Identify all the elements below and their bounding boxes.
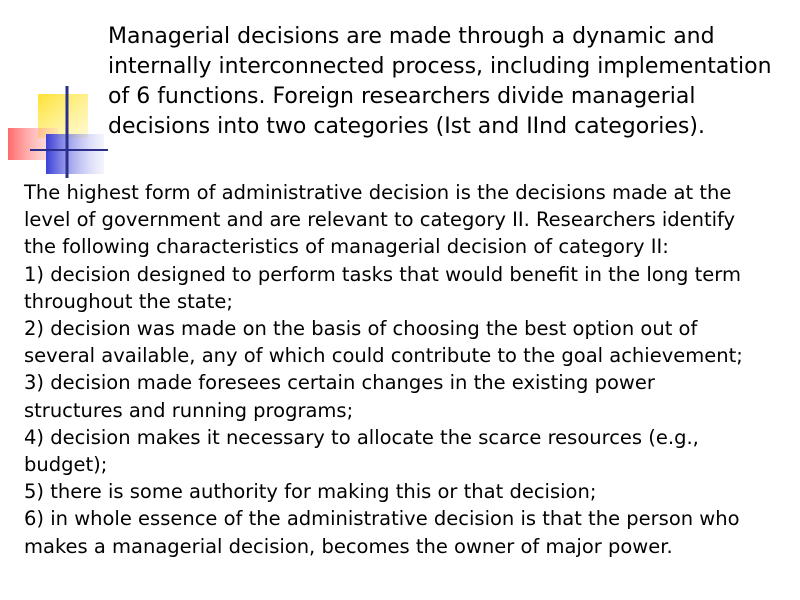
title-line: decisions into two categories (Ist and IInd categories). [108, 114, 705, 139]
title-line: Managerial decisions are made through a dynamic and [108, 24, 715, 49]
title-line: of 6 functions. Foreign researchers divide managerial [108, 84, 696, 109]
list-item-4-cont: budget); [24, 453, 108, 477]
list-item-3: 3) decision made foresees certain changes in the existing power [24, 371, 655, 395]
list-item-5: 5) there is some authority for making this or that decision; [24, 480, 597, 504]
list-item-6-cont: makes a managerial decision, becomes the owner of major power. [24, 534, 673, 558]
slide-body-text [24, 179, 794, 560]
title-line: internally interconnected process, including implementation [108, 54, 772, 79]
list-item-6: 6) in whole essence of the administrative decision is that the person who [24, 507, 740, 531]
decorative-squares-logo [0, 0, 120, 190]
slide-title [108, 22, 798, 142]
list-item-1-cont: throughout the state; [24, 289, 233, 313]
body-line: The highest form of administrative decision is the decisions made at the [24, 181, 732, 204]
body-line: the following characteristics of managerial decision of category II: [24, 235, 669, 259]
body-line: level of government and are relevant to category II. Researchers identify [24, 208, 736, 232]
list-item-4: 4) decision makes it necessary to allocate the scarce resources (e.g., [24, 425, 699, 449]
blue-square [46, 134, 104, 174]
list-item-3-cont: structures and running programs; [24, 398, 354, 422]
list-item-2: 2) decision was made on the basis of choosing the best option out of [24, 317, 698, 341]
list-item-1: 1) decision designed to perform tasks that would benefit in the long term [24, 262, 741, 286]
list-item-2-cont: several available, any of which could contribute to the goal achievement; [24, 344, 743, 368]
